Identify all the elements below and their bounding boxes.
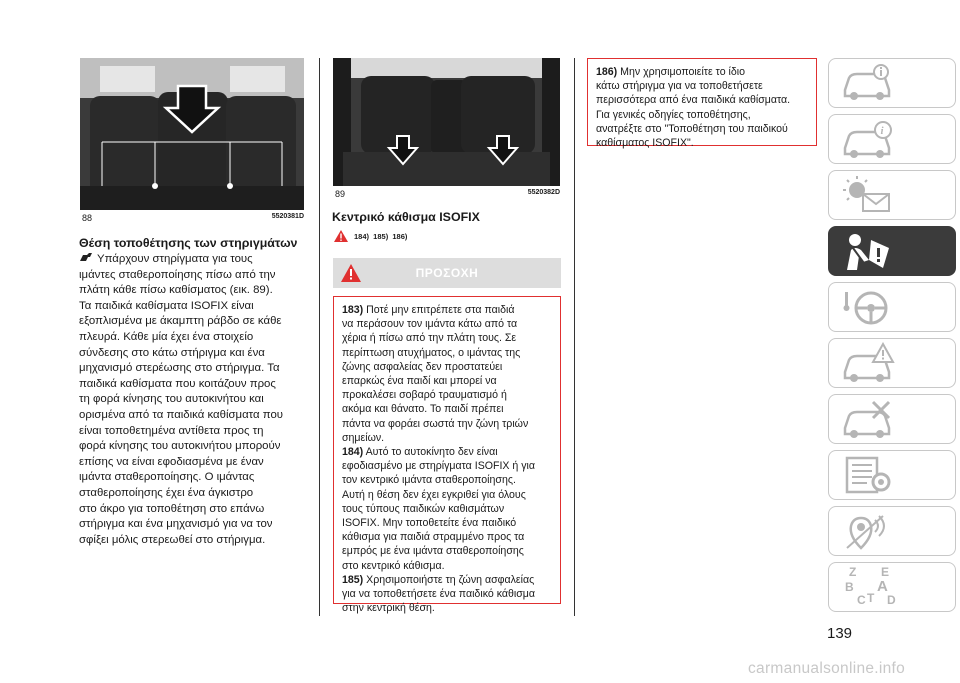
body-line: επίσης να είναι εφοδιασμένα με έναν	[79, 455, 264, 468]
section-heading: Θέση τοποθέτησης των στηριγμάτων	[79, 236, 298, 250]
specs-list-icon	[839, 454, 895, 496]
cargo-area-illustration	[333, 58, 560, 186]
watermark: carmanualsonline.info	[748, 660, 906, 677]
figure-88-caption	[82, 213, 304, 223]
body-line: στήριγμα και ένα μηχανισμό για να τον	[79, 518, 273, 531]
warning-car-icon	[839, 342, 895, 384]
section-heading: Κεντρικό κάθισμα ISOFIX	[332, 210, 480, 224]
column-divider	[574, 58, 575, 616]
svg-text:i: i	[880, 125, 884, 137]
warning-header	[333, 258, 561, 288]
figure-code: 5520382D	[527, 189, 560, 196]
body-line: σταθεροποίησης έχει ένα άγκιστρο	[79, 486, 254, 499]
body-line: σύνδεσης στο κάτω στήριγμα και ένα	[79, 346, 265, 359]
tab-car-info[interactable]	[828, 58, 956, 108]
tab-specs[interactable]	[828, 450, 956, 500]
page-number: 139	[827, 625, 853, 642]
column-divider	[319, 58, 320, 616]
body-line: ιμάντα σταθεροποίησης. Ο ιμάντας	[79, 471, 255, 484]
body-line: ορισμένα από τα παιδικά καθίσματα που	[79, 408, 284, 421]
figure-89-photo	[333, 58, 560, 186]
child-seat-icon	[79, 252, 93, 262]
body-line: παιδικά καθίσματα που κοιτάζουν προς	[79, 377, 276, 390]
tab-maintenance[interactable]	[828, 394, 956, 444]
body-line: τη φορά κίνησης του αυτοκινήτου και	[79, 393, 264, 406]
warning-refs-text: 184) 185) 186)	[354, 231, 408, 241]
warning-box	[333, 296, 561, 615]
light-message-icon	[839, 174, 895, 216]
body-line: πλευρά. Κάθε μία έχει ένα στοιχείο	[79, 330, 254, 343]
body-line: εξοπλισμένα με άκαμπτη ράβδο σε κάθε	[79, 315, 282, 328]
warning-triangle-icon	[334, 230, 348, 242]
tab-lights-messages[interactable]	[828, 170, 956, 220]
warning-184: 184) Αυτό το αυτοκίνητο δεν είναι εφοδιασμένο με στηρίγματα ISOFIX ή για τον κεντρικό ιμάντα σταθεροποίησης. Αυτή η θέση δεν έχει εγκριθεί για όλους τους τύπους παιδικών καθισμάτων ISOFIX. Μην τοποθετείτε ένα παιδικό κάθισμα για παιδιά στραμμένο προς τα εμπρός με ένα ιμάντα σταθεροποίησης στο κεντρικό κάθισμα.	[342, 446, 536, 572]
warning-box-186: 186) Μην χρησιμοποιείτε το ίδιο κάτω στήριγμα για να τοποθετήσετε περισσότερα από ένα παιδικά καθίσματα. Για γενικές οδηγίες τοποθέτησης, ανατρέξτε στο "Τοποθέτηση του παιδικού καθίσματος ISOFIX".	[587, 58, 817, 146]
warning-number: 185)	[342, 573, 364, 586]
dashboard-info-icon	[839, 118, 895, 160]
tab-dashboard[interactable]	[828, 114, 956, 164]
warning-185: 185) Χρησιμοποιήστε τη ζώνη ασφαλείας για να τοποθετήσετε ένα παιδικό κάθισμα στην κεντρική θέση.	[342, 573, 535, 615]
body-line: Τα παιδικά καθίσματα ISOFIX είναι	[79, 299, 254, 312]
warning-number: 186)	[596, 66, 618, 78]
warning-refs	[334, 230, 407, 242]
tab-multimedia[interactable]	[828, 506, 956, 556]
seat-safety-icon	[839, 230, 895, 272]
figure-89-caption	[335, 189, 560, 199]
body-line: φορά κίνησης του αυτοκινήτου μπορούν	[79, 440, 281, 453]
rear-seat-illustration	[80, 58, 304, 210]
figure-88-photo	[80, 58, 304, 210]
warning-title: ΠΡΟΣΟΧΗ	[415, 266, 479, 280]
tab-emergency[interactable]	[828, 338, 956, 388]
tab-driving[interactable]	[828, 282, 956, 332]
multimedia-icon	[839, 510, 895, 552]
warning-183: 183) Ποτέ μην επιτρέπετε στα παιδιά να περάσουν τον ιμάντα κάτω από τα χέρια ή πίσω από την πλάτη τους. Σε περίπτωση ατυχήματος, ο ιμάντας της ζώνης ασφαλείας δεν προστατεύει επαρκώς ένα παιδί και μπορεί να προκαλέσει σοβαρό τραυματισμό ή ακόμα και θάνατο. Το παιδί πρέπει πάντα να φοράει σωστά την ζώνη τριών σημείων.	[342, 304, 529, 444]
figure-code: 5520381D	[271, 213, 304, 220]
warning-number: 184)	[342, 446, 364, 459]
warning-number: 183)	[342, 304, 364, 316]
figure-number: 88	[82, 213, 93, 223]
body-line: είναι τοποθετημένα αντίθετα προς τη	[79, 424, 264, 437]
tools-icon	[839, 398, 895, 440]
car-info-icon	[839, 62, 895, 104]
figure-number: 89	[335, 189, 346, 199]
steering-wheel-icon	[839, 286, 895, 328]
tab-index[interactable]	[828, 562, 956, 612]
body-line: ιμάντες σταθεροποίησης πίσω από την	[79, 268, 276, 281]
body-line: μηχανισμό στερέωσης στο στήριγμα. Τα	[79, 362, 280, 375]
body-line: στο άκρο για τοποθέτηση στο επάνω	[79, 502, 265, 515]
index-letters-icon: Z E B A C T D	[845, 565, 896, 607]
body-line: σφίξει μόλις στερεωθεί στο στήριγμα.	[79, 533, 266, 546]
tab-safety[interactable]	[828, 226, 956, 276]
left-body-text	[79, 252, 319, 548]
body-line-0: Υπάρχουν στηρίγματα για τους	[79, 252, 319, 268]
body-line: πλάτη κάθε πίσω καθίσματος (εικ. 89).	[79, 284, 273, 297]
